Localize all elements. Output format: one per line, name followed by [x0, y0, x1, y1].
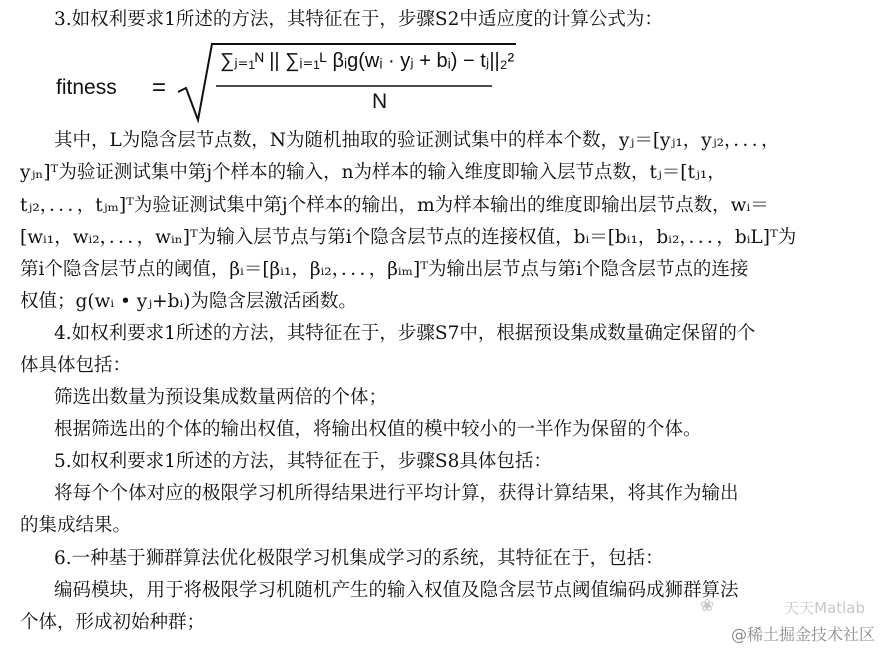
- fitness-formula: [56, 40, 516, 120]
- claim-6-module-cont: 个体，形成初始种群；: [20, 612, 206, 633]
- claim-3-intro: 3.如权利要求1所述的方法，其特征在于，步骤S2中适应度的计算公式为：: [54, 9, 663, 30]
- formula-denominator: N: [372, 90, 388, 113]
- claim-5-intro: 5.如权利要求1所述的方法，其特征在于，步骤S8具体包括：: [54, 451, 552, 472]
- formula-equals: =: [152, 74, 167, 101]
- claim-4-intro-cont: 体具体包括：: [20, 355, 132, 376]
- claim-3-definition-line: tⱼ₂，．．．，tⱼₘ]ᵀ为验证测试集中第j个样本的输出，m为样本输出的维度即输出层节点数，wᵢ＝: [20, 195, 769, 216]
- claim-3-definition-line: 其中，L为隐含层节点数，N为随机抽取的验证测试集中的样本个数，yⱼ＝[yⱼ₁，yⱼ₂，．．．，: [54, 130, 780, 151]
- claim-4-step: 根据筛选出的个体的输出权值，将输出权值的模中较小的一半作为保留的个体。: [54, 419, 702, 440]
- juejin-watermark: @稀土掘金技术社区: [730, 625, 875, 644]
- claim-4-intro: 4.如权利要求1所述的方法，其特征在于，步骤S7中，根据预设集成数量确定保留的个: [54, 323, 756, 344]
- wechat-watermark: 天天Matlab: [784, 599, 865, 617]
- claim-5-step-cont: 的集成结果。: [20, 515, 132, 536]
- formula-lhs: fitness: [56, 76, 117, 99]
- claim-3-definition-line: 权值；g(wᵢ • yⱼ+bᵢ)为隐含层激活函数。: [20, 291, 357, 312]
- formula-numerator: ∑ⱼ₌₁ᴺ || ∑ᵢ₌₁ᴸ βᵢg(wᵢ · yⱼ + bᵢ) − tⱼ||₂²: [220, 50, 515, 72]
- claim-3-definition-line: [wᵢ₁，wᵢ₂，．．．，wᵢₙ]ᵀ为输入层节点与第i个隐含层节点的连接权值，bᵢ＝[bᵢ₁，bᵢ₂，．．．，bᵢL]ᵀ为: [20, 227, 797, 248]
- claim-5-step: 将每个个体对应的极限学习机所得结果进行平均计算，获得计算结果，将其作为输出: [54, 483, 739, 504]
- claim-3-definition-line: yⱼₙ]ᵀ为验证测试集中第j个样本的输入，n为样本的输入维度即输入层节点数，tⱼ＝[tⱼ₁，: [20, 162, 726, 183]
- claim-3-definition-line: 第i个隐含层节点的阈值，βᵢ＝[βᵢ₁，βᵢ₂，．．．，βᵢₘ]ᵀ为输出层节点与第i个隐含层节点的连接: [20, 259, 749, 280]
- claim-4-step: 筛选出数量为预设集成数量两倍的个体；: [54, 387, 388, 408]
- claim-6-module: 编码模块，用于将极限学习机随机产生的输入权值及隐含层节点阈值编码成狮群算法: [54, 580, 739, 601]
- claim-6-intro: 6.一种基于狮群算法优化极限学习机集成学习的系统，其特征在于，包括：: [54, 548, 664, 569]
- wechat-icon: ❀: [700, 596, 715, 616]
